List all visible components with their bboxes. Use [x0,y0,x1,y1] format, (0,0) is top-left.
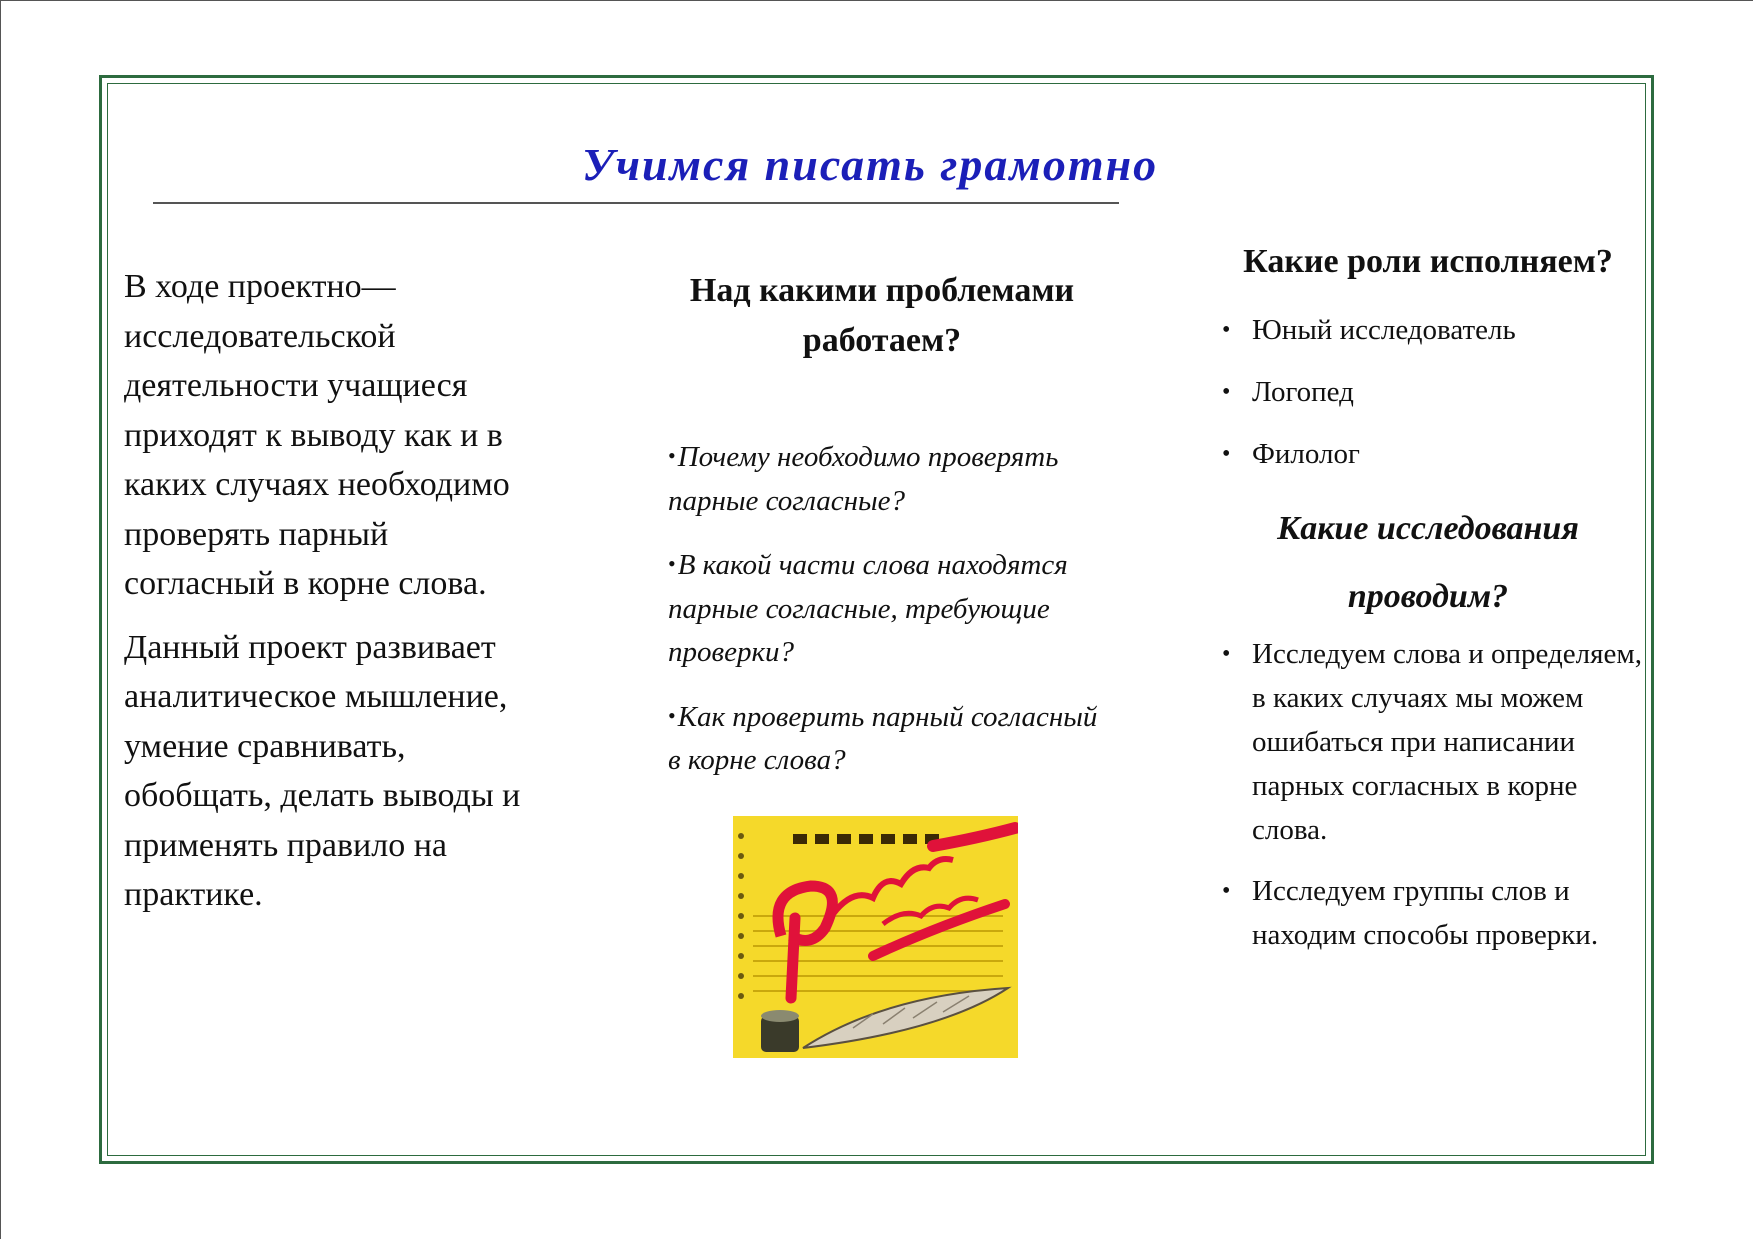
role-item: • Логопед [1222,372,1642,412]
intro-column [124,262,544,934]
research-item: • Исследуем слова и определяем, в каких случаях мы можем ошибаться при написании парных согласных в корне слова. [1222,632,1642,852]
role-item: • Филолог [1222,434,1642,474]
research-list [1222,632,1642,974]
problems-heading: Над какими проблемами работаем? [689,272,1075,359]
problem-question-3: • Как проверить парный согласный в корне слова? [668,694,1108,783]
research-item: • Исследуем группы слов и находим способы проверки. [1222,869,1642,957]
problems-list [668,434,1108,802]
page-title: Учимся писать грамотно [581,139,1159,190]
role-item: • Юный исследователь [1222,310,1642,350]
problem-question-1: • Почему необходимо проверять парные согласные? [668,434,1108,523]
intro-paragraph-2: Данный проект развивает аналитическое мышление, умение сравнивать, обобщать, делать выводы и применять правило на практике. [124,628,521,913]
research-heading: Какие исследования проводим? [1277,510,1579,615]
intro-paragraph-1: В ходе проектно—исследовательской деятельности учащиеся приходят к выводу как и в каких случаях необходимо проверять парный согласный в корне слова. [124,268,510,602]
russian-language-book-image [733,816,1018,1058]
roles-heading: Какие роли исполняем? [1243,243,1613,280]
roles-list [1222,310,1642,496]
problem-question-2: • В какой части слова находятся парные согласные, требующие проверки? [668,542,1108,675]
title-underline [153,202,1119,204]
